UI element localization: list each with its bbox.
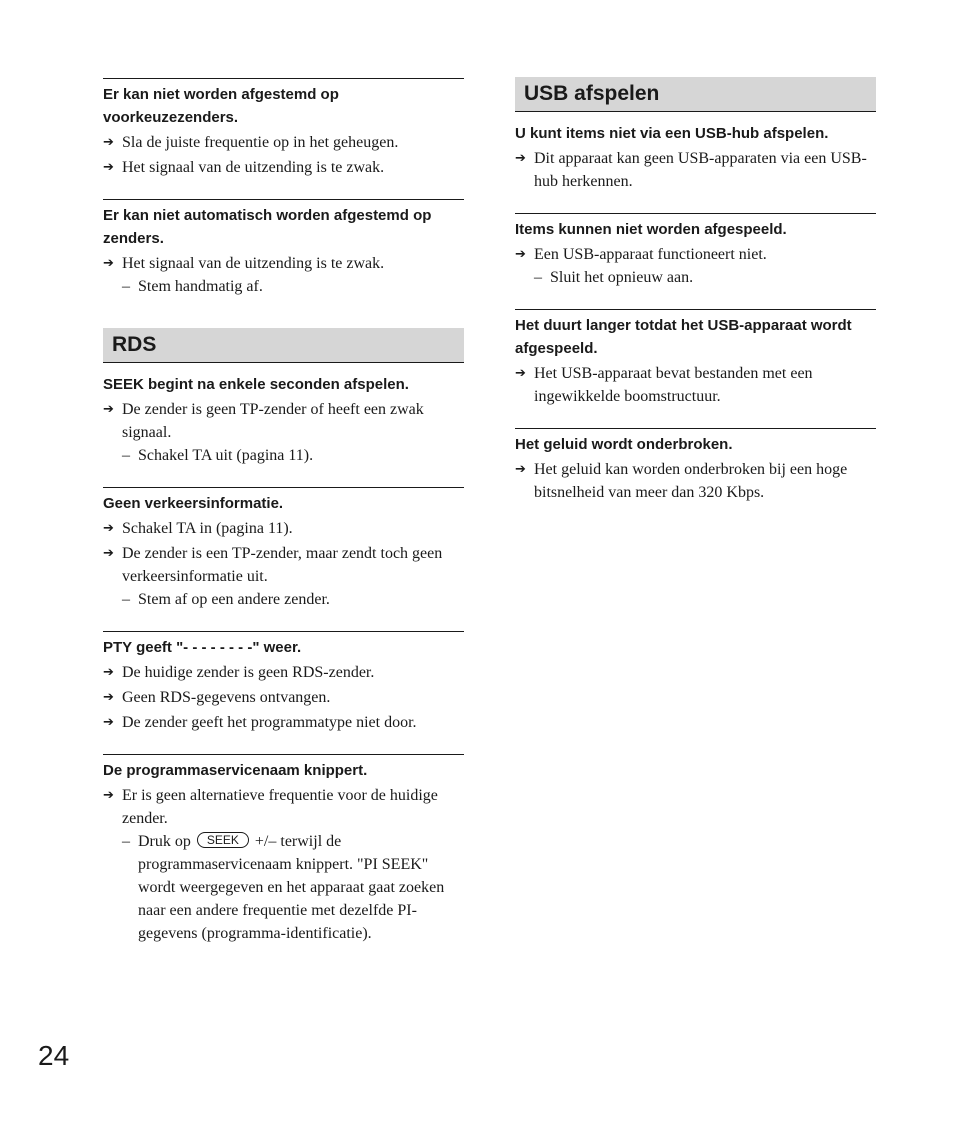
- arrow-icon: ➔: [103, 160, 114, 175]
- problem-heading: Er kan niet worden afgestemd op voorkeuzezenders.: [103, 86, 339, 126]
- left-column: [103, 78, 464, 965]
- troubleshoot-item: [103, 631, 464, 734]
- problem-heading: Items kunnen niet worden afgespeeld.: [515, 221, 787, 238]
- dash-marker: –: [122, 447, 130, 464]
- cause-text: De zender geeft het programmatype niet door.: [122, 714, 417, 731]
- arrow-icon: ➔: [103, 402, 114, 417]
- dash-marker: –: [122, 833, 130, 850]
- troubleshoot-item: [103, 78, 464, 179]
- troubleshoot-item: [103, 487, 464, 611]
- cause-item: [103, 784, 464, 830]
- cause-item: [103, 661, 464, 684]
- remedy-text: Stem af op een andere zender.: [138, 591, 330, 608]
- dash-marker: –: [534, 269, 542, 286]
- cause-item: [103, 252, 464, 275]
- cause-text: Het USB-apparaat bevat bestanden met een ingewikkelde boomstructuur.: [534, 365, 813, 405]
- arrow-icon: ➔: [103, 546, 114, 561]
- remedy-text: +/– terwijl de programmaservicenaam knippert. "PI SEEK" wordt weergegeven en het apparaat gaat zoeken naar een andere frequentie met dezelfde PI-gegevens (programma-identificatie).: [138, 833, 445, 942]
- remedy-item: [103, 830, 464, 945]
- cause-item: [515, 243, 876, 266]
- cause-text: Een USB-apparaat functioneert niet.: [534, 246, 767, 263]
- arrow-icon: ➔: [103, 256, 114, 271]
- troubleshoot-item: [103, 199, 464, 298]
- problem-heading: De programmaservicenaam knippert.: [103, 762, 368, 779]
- remedy-text: Sluit het opnieuw aan.: [550, 269, 694, 286]
- remedy-item: [103, 588, 464, 611]
- section-heading-rds: RDS: [103, 328, 464, 363]
- problem-heading: Geen verkeersinformatie.: [103, 495, 284, 512]
- section-heading-usb: USB afspelen: [515, 77, 876, 112]
- arrow-icon: ➔: [515, 247, 526, 262]
- dash-marker: –: [122, 591, 130, 608]
- arrow-icon: ➔: [515, 151, 526, 166]
- cause-text: Het geluid kan worden onderbroken bij een hoge bitsnelheid van meer dan 320 Kbps.: [534, 461, 848, 501]
- cause-item: [515, 147, 876, 193]
- arrow-icon: ➔: [103, 788, 114, 803]
- cause-text: Geen RDS-gegevens ontvangen.: [122, 689, 331, 706]
- arrow-icon: ➔: [515, 366, 526, 381]
- cause-item: [103, 156, 464, 179]
- cause-text: De huidige zender is geen RDS-zender.: [122, 664, 375, 681]
- remedy-text: Schakel TA uit (pagina 11).: [138, 447, 314, 464]
- cause-text: Sla de juiste frequentie op in het geheugen.: [122, 134, 399, 151]
- remedy-text: Stem handmatig af.: [138, 278, 263, 295]
- seek-button-icon: SEEK: [197, 832, 249, 848]
- cause-item: [103, 686, 464, 709]
- troubleshoot-item: [515, 309, 876, 408]
- arrow-icon: ➔: [103, 521, 114, 536]
- troubleshoot-item: [515, 112, 876, 193]
- cause-text: De zender is geen TP-zender of heeft een zwak signaal.: [122, 401, 424, 441]
- remedy-text: Druk op: [138, 833, 191, 850]
- cause-text: Dit apparaat kan geen USB-apparaten via een USB-hub herkennen.: [534, 150, 867, 190]
- remedy-item: [103, 275, 464, 298]
- cause-item: [103, 398, 464, 444]
- cause-text: Het signaal van de uitzending is te zwak.: [122, 159, 385, 176]
- cause-item: [103, 711, 464, 734]
- dash-marker: –: [122, 278, 130, 295]
- troubleshoot-item: [515, 213, 876, 289]
- remedy-item: [515, 266, 876, 289]
- arrow-icon: ➔: [103, 690, 114, 705]
- left-top-blocks: [103, 78, 464, 328]
- cause-text: De zender is een TP-zender, maar zendt toch geen verkeersinformatie uit.: [122, 545, 443, 585]
- problem-heading: U kunt items niet via een USB-hub afspelen.: [515, 125, 829, 142]
- problem-heading: SEEK begint na enkele seconden afspelen.: [103, 376, 409, 393]
- cause-text: Er is geen alternatieve frequentie voor de huidige zender.: [122, 787, 438, 827]
- section-spacer: [103, 318, 464, 328]
- cause-item: [515, 362, 876, 408]
- cause-text: Schakel TA in (pagina 11).: [122, 520, 293, 537]
- problem-heading: Het duurt langer totdat het USB-apparaat wordt afgespeeld.: [515, 317, 852, 357]
- troubleshoot-item: [103, 363, 464, 467]
- page-number: 24: [38, 1040, 70, 1071]
- arrow-icon: ➔: [515, 462, 526, 477]
- troubleshoot-item: [515, 428, 876, 504]
- troubleshoot-item: [103, 754, 464, 945]
- cause-item: [103, 517, 464, 540]
- arrow-icon: ➔: [103, 135, 114, 150]
- cause-text: Het signaal van de uitzending is te zwak.: [122, 255, 385, 272]
- right-column: [515, 77, 876, 524]
- cause-item: [103, 131, 464, 154]
- rds-blocks: [103, 363, 464, 945]
- problem-heading: Er kan niet automatisch worden afgestemd op zenders.: [103, 207, 432, 247]
- problem-heading: PTY geeft "- - - - - - - -" weer.: [103, 639, 302, 656]
- remedy-item: [103, 444, 464, 467]
- cause-item: [515, 458, 876, 504]
- usb-blocks: [515, 112, 876, 504]
- problem-heading: Het geluid wordt onderbroken.: [515, 436, 733, 453]
- arrow-icon: ➔: [103, 665, 114, 680]
- cause-item: [103, 542, 464, 588]
- arrow-icon: ➔: [103, 715, 114, 730]
